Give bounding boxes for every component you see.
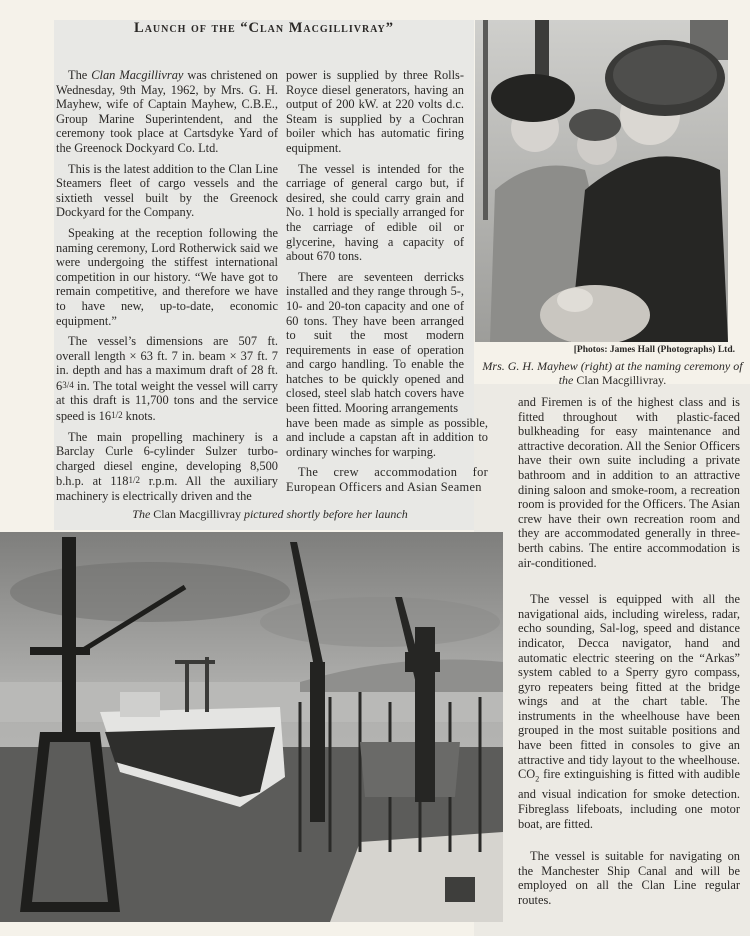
text-column-3	[518, 395, 740, 913]
paragraph	[56, 334, 278, 424]
paragraph: power is supplied by three Rolls-Royce diesel generators, having an output of 200 kW. at 220 volts d.c. Steam is supplied by a Cochran boiler which has automatic firing equipment.	[286, 68, 464, 155]
caption-text: pictured shortly before her launch	[240, 507, 408, 521]
photo-caption-ceremony	[475, 360, 750, 387]
ceremony-photo-image	[475, 20, 728, 342]
paragraph: The vessel is suitable for navigating on the Manchester Ship Canal and will be employed on all the Clan Line regular routes.	[518, 849, 740, 907]
fraction: 1/2	[111, 410, 123, 421]
shipyard-photo-image	[0, 532, 503, 922]
text: knots.	[122, 409, 156, 424]
text: The	[68, 68, 92, 82]
photo-caption-launch	[100, 507, 440, 522]
photo-credit: [Photos: James Hall (Photographs) Ltd.	[573, 345, 735, 355]
paragraph: This is the latest addition to the Clan Line Steamers fleet of cargo vessels and the sixtieth vessel built by the Greenock Dockyard for the Company.	[56, 161, 278, 220]
paragraph: The crew accommodation for European Officers and Asian Seamen	[286, 465, 488, 495]
text-column-1	[56, 68, 278, 510]
photo-naming-ceremony	[475, 20, 728, 342]
fraction: 3/4	[62, 379, 74, 390]
photo-ship-in-yard	[0, 532, 503, 922]
paragraph: have been made as simple as possible, and include a capstan aft in addition to ordinary winches for warping.	[286, 415, 488, 459]
paragraph: The vessel is intended for the carriage of general cargo but, if desired, she could carry grain and No. 1 hold is specially arranged for the carriage of edible oil or glycerine, having a capacity of about 670 tons.	[286, 161, 464, 264]
text-column-2	[286, 68, 488, 501]
ship-name: Clan Macgillivray.	[576, 372, 667, 387]
article-title: Launch of the “Clan Macgillivray”	[134, 20, 394, 36]
ship-name: Clan Macgillivray	[153, 507, 241, 521]
caption-text: The	[132, 507, 154, 521]
text: in. The total weight the vessel will carry at this draft is 11,700 tons and the service speed is 16	[56, 378, 278, 424]
paragraph: There are seventeen derricks installed and they range through 5-, 10- and 20-ton capacity and one of 60 tons. They have been arranged to suit the most modern requirements in ease of operation and cargo handling. To enable the hatches to be quickly opened and closed, steel slab hatch covers have been fitted. Mooring arrangements	[286, 269, 464, 416]
text: The vessel is equipped with all the navigational aids, including wireless, radar, echo sounding, Sal-log, speed and distance indicator, Decca navigator, hand and automatic electric steering on the “Arkas” system cabled to a Sperry gyro compass, gyro repeaters being fitted at the bridge wings and at the chart table. The instruments in the wheelhouse have been grouped in the most suitable positions and have been fitted in consoles to give an attractive and tidy layout to the wheelhouse. CO	[518, 592, 740, 782]
text: fire extinguishing is fitted with audible and visual indication for smoke detection. Fibreglass lifeboats, including one motor boat, are fitted.	[518, 767, 740, 831]
text: The vessel’s dimensions are 507 ft. overall length × 63 ft. 7 in. beam × 37 ft. 7 in. depth and has a maximum draft of 28 ft. 6	[56, 334, 278, 393]
caption-text: Mrs. G. H. Mayhew (right) at the naming ceremony of the	[482, 359, 743, 387]
paragraph	[518, 592, 740, 831]
text: was christened on Wednesday, 9th May, 1962, by Mrs. G. H. Mayhew, wife of Captain Mayhew, C.B.E., Group Marine Superintendent, and the ceremony took place at Cartsdyke Yard of the Greenock Dockyard Co. Ltd.	[56, 68, 278, 155]
text: r.p.m. All the auxiliary machinery is electrically driven and the	[56, 474, 278, 504]
text: The main propelling machinery is a Barclay Curle 6-cylinder Sulzer turbo-charged diesel engine, developing 8,500 b.h.p. at 118	[56, 429, 278, 489]
paragraph	[56, 68, 278, 156]
ship-name: Clan Macgillivray	[91, 68, 184, 82]
paragraph: and Firemen is of the highest class and is fitted throughout with plastic-faced bulkheading for easy maintenance and attractive decoration. All the Senior Officers have their own suite including a private bathroom and in addition to an attractive dining saloon and smoke-room, a recreation room is provided for the Officers. The Asian crew have their own recreation room and they are accommodated generally in three-berth cabins. The entire accommodation is air-conditioned.	[518, 395, 740, 570]
subscript: 2	[535, 774, 540, 784]
paragraph	[56, 430, 278, 504]
paragraph: Speaking at the reception following the naming ceremony, Lord Rotherwick said we were undergoing the stiffest international competition in our history. “We have got to remain competitive, and therefore we have to have new, up-to-date, economic equipment.”	[56, 225, 278, 328]
fraction: 1/2	[128, 475, 141, 486]
